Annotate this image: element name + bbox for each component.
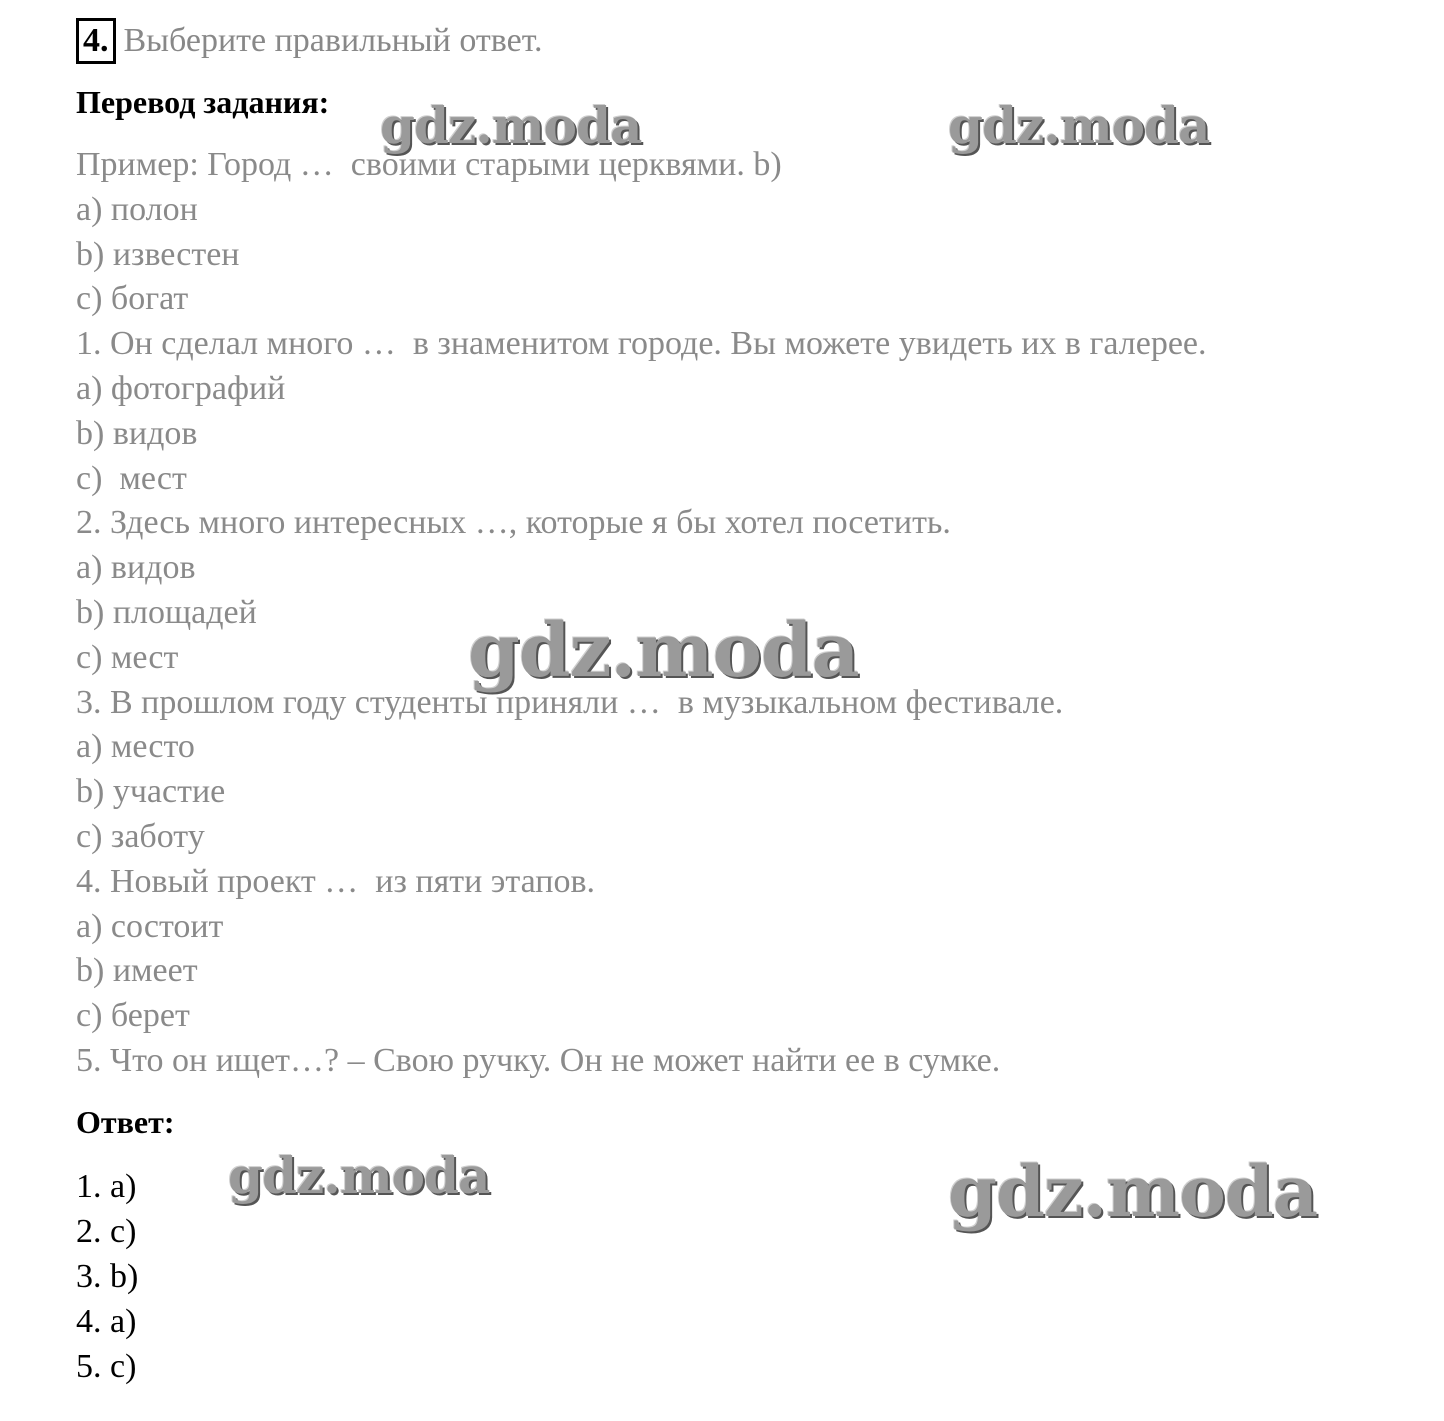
answer-heading: Ответ: xyxy=(76,1104,175,1140)
task-number: 4. xyxy=(76,18,116,64)
watermark: gdz.moda xyxy=(948,96,1210,155)
watermark: gdz.moda xyxy=(380,96,642,155)
option-line: c) богат xyxy=(76,280,189,318)
example-line: Пример: Город … своими старыми церквями. b) xyxy=(76,146,782,183)
option-line: a) видов xyxy=(76,549,196,587)
translation-heading: Перевод задания: xyxy=(76,84,330,120)
question-line: 3. В прошлом году студенты приняли … в музыкальном фестивале. xyxy=(76,683,1064,721)
task-header xyxy=(76,18,543,64)
answer-list xyxy=(76,1164,138,1389)
question-line: 4. Новый проект … из пяти этапов. xyxy=(76,862,596,900)
option-line: a) состоит xyxy=(76,907,224,945)
option-line: b) видов xyxy=(76,414,198,452)
answer-item: 4. a) xyxy=(76,1303,137,1340)
option-line: c) мест xyxy=(76,459,187,497)
answer-item: 2. c) xyxy=(76,1213,137,1250)
option-line: b) площадей xyxy=(76,593,257,631)
option-line: a) полон xyxy=(76,190,198,228)
option-line: a) место xyxy=(76,728,195,766)
option-line: b) известен xyxy=(76,235,240,273)
watermark: gdz.moda xyxy=(228,1146,490,1205)
option-line: c) мест xyxy=(76,638,179,676)
watermark: gdz.moda xyxy=(468,608,859,694)
option-line: c) заботу xyxy=(76,817,205,855)
question-line: 5. Что он ищет…? – Свою ручку. Он не может найти ее в сумке. xyxy=(76,1041,1001,1079)
answer-item: 1. a) xyxy=(76,1168,137,1205)
option-line: c) берет xyxy=(76,997,190,1035)
option-line: b) участие xyxy=(76,773,226,811)
question-line: 1. Он сделал много … в знаменитом городе. Вы можете увидеть их в галерее. xyxy=(76,325,1207,363)
task-title: Выберите правильный ответ. xyxy=(123,22,543,59)
option-line: a) фотографий xyxy=(76,369,286,407)
watermark: gdz.moda xyxy=(948,1150,1318,1233)
answer-item: 3. b) xyxy=(76,1258,139,1295)
question-line: 2. Здесь много интересных …, которые я бы хотел посетить. xyxy=(76,504,951,542)
answer-item: 5. c) xyxy=(76,1348,137,1385)
option-line: b) имеет xyxy=(76,952,198,990)
